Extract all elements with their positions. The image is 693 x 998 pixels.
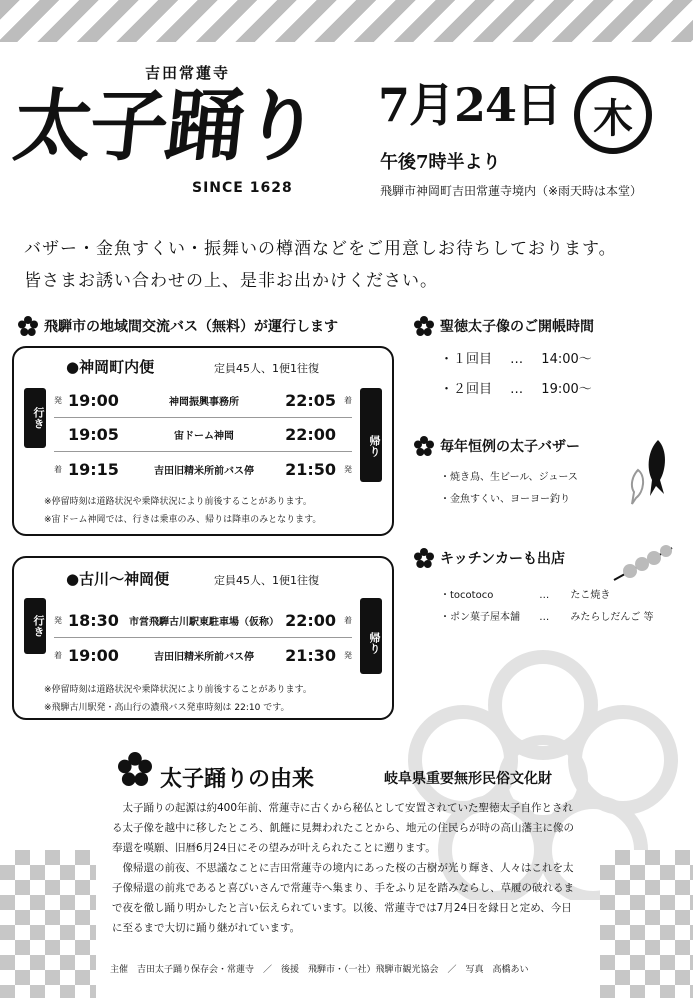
- mark-start: 発: [54, 616, 62, 625]
- departure-time: 19:00: [68, 645, 119, 665]
- route-1-note-2: ※宙ドーム神岡では、行きは乗車のみ、帰りは降車のみとなります。: [44, 515, 322, 525]
- kitchen-item: [440, 586, 610, 601]
- kitchen-section-heading: [414, 548, 565, 568]
- opening-item: [440, 348, 592, 367]
- vendor-name: ・ポン菓子屋本舗: [440, 612, 520, 623]
- going-tag: 行き: [24, 598, 46, 654]
- stop-name: 市営飛騨古川駅東駐車場（仮称）: [129, 617, 279, 628]
- route-1-note-1: ※停留時刻は道路状況や乗降状況により前後することがあります。: [44, 497, 312, 507]
- opening-section-heading: [414, 316, 594, 336]
- mark-end: 着: [344, 396, 352, 405]
- kitchen-item: [440, 608, 654, 623]
- return-time: 22:00: [285, 611, 336, 630]
- opening-heading-text: 聖徳太子像のご開帳時間: [440, 319, 594, 335]
- stop-name: 吉田旧精米所前バス停: [154, 465, 254, 477]
- return-tag: 帰り: [360, 598, 382, 674]
- origin-designation: 岐阜県重要無形民俗文化財: [384, 771, 552, 787]
- stop-name: 神岡振興事務所: [169, 397, 239, 408]
- route-2-note-1: ※停留時刻は道路状況や乗降状況により前後することがあります。: [44, 685, 312, 695]
- bazaar-item: ・焼き鳥、生ビール、ジュース: [440, 472, 578, 483]
- route-2-note-2: ※飛騨古川駅発・高山行の濃飛バス発車時刻は 22:10 です。: [44, 703, 290, 713]
- checker-pattern-right: [600, 850, 693, 998]
- opening-sep: …: [510, 382, 524, 397]
- opening-item: [440, 378, 592, 397]
- going-tag: 行き: [24, 388, 46, 448]
- mark-end: 発: [344, 464, 352, 474]
- stop-name: 宙ドーム神岡: [174, 431, 234, 442]
- event-venue: 飛騨市神岡町吉田常蓮寺境内（※雨天時は本堂）: [380, 184, 643, 198]
- schedule-row: [54, 604, 352, 638]
- vendor-item: たこ焼き: [570, 590, 611, 601]
- sakura-flower-icon: [414, 316, 434, 336]
- opening-label: ・２回目: [440, 382, 493, 397]
- opening-time: 14:00～: [541, 352, 592, 367]
- bus-section-heading: [18, 316, 338, 336]
- route-2-title: ●古川～神岡便: [66, 570, 170, 588]
- return-time: 21:50: [285, 459, 336, 479]
- intro-line-2: 皆さまお誘い合わせの上、是非お出かけください。: [24, 271, 438, 291]
- bazaar-heading-text: 毎年恒例の太子バザー: [440, 439, 580, 455]
- temple-label: 吉田常蓮寺: [145, 64, 231, 82]
- footer-credits: 主催 吉田太子踊り保存会・常蓮寺 ／ 後援 飛騨市・（一社）飛騨市観光協会 ／ 写真 高橋あい: [110, 965, 529, 975]
- origin-heading: 太子踊りの由来: [160, 767, 315, 792]
- schedule-row: [54, 418, 352, 452]
- dango-skewer-icon: [612, 544, 674, 582]
- bus-heading-text: 飛騨市の地域間交流バス（無料）が運行します: [44, 319, 338, 335]
- sakura-flower-icon: [414, 436, 434, 456]
- mark-end: 着: [344, 616, 352, 625]
- schedule-row: [54, 452, 352, 486]
- route-2-capacity: 定員45人、1便1往復: [214, 574, 319, 587]
- schedule-row: [54, 638, 352, 672]
- event-time: 午後7時半より: [380, 152, 501, 173]
- kitchen-heading-text: キッチンカーも出店: [440, 551, 566, 567]
- opening-sep: …: [510, 352, 524, 367]
- event-date: 7月24日: [378, 78, 562, 132]
- return-time: 22:00: [285, 425, 336, 444]
- intro-line-1: バザー・金魚すくい・振舞いの樽酒などをご用意しお待ちしております。: [24, 239, 617, 259]
- bazaar-section-heading: [414, 436, 580, 456]
- mark-start: 発: [54, 396, 62, 405]
- route-1-capacity: 定員45人、1便1往復: [214, 362, 319, 375]
- route-1-box: [12, 346, 394, 536]
- return-tag: 帰り: [360, 388, 382, 482]
- schedule-row: [54, 384, 352, 418]
- vendor-sep: …: [539, 590, 550, 601]
- day-of-week: 木: [593, 94, 633, 142]
- mark-start: 着: [54, 650, 62, 660]
- departure-time: 19:00: [68, 391, 119, 410]
- origin-paragraph-1: 太子踊りの起源は約400年前、常蓮寺に古くから秘仏として安置されていた聖徳太子自作とされる太子像を越中に移したところ、飢饉に見舞われたことから、地元の住民らが時の高山藩主に像の奉還を嘆願、旧暦6月24日にその望みが叶えられたことに遡ります。: [112, 802, 574, 854]
- vendor-sep: …: [539, 612, 550, 623]
- opening-label: ・１回目: [440, 352, 493, 367]
- goldfish-icon: [628, 436, 674, 506]
- sakura-flower-icon: [414, 548, 434, 568]
- event-title: 太子踊り: [9, 81, 323, 172]
- origin-body: [112, 798, 582, 938]
- origin-paragraph-2: 像帰還の前夜、不思議なことに吉田常蓮寺の境内にあった桜の古樹が光り輝き、人々はこれを太子像帰還の前兆であると喜びいさんで常蓮寺へ集まり、手をふり足を踏みならし、草履の破れるまで夜を徹し踊り明かしたと言い伝えられています。以後、常蓮寺では7月24日を縁日と定め、今日に至るまで大切に踊り継がれています。: [112, 862, 574, 934]
- opening-time: 19:00～: [541, 382, 592, 397]
- top-stripe-band: [0, 0, 693, 42]
- stop-name: 吉田旧精米所前バス停: [154, 651, 254, 663]
- bazaar-item: ・金魚すくい、ヨーヨー釣り: [440, 494, 570, 505]
- sakura-flower-icon: [118, 752, 152, 786]
- vendor-name: ・tocotoco: [440, 590, 494, 601]
- day-of-week-badge: [574, 76, 652, 154]
- mark-start: 着: [54, 464, 62, 474]
- departure-time: 18:30: [68, 611, 119, 630]
- departure-time: 19:05: [68, 425, 119, 444]
- vendor-item: みたらしだんご 等: [570, 612, 654, 623]
- route-2-box: [12, 556, 394, 720]
- return-time: 22:05: [285, 391, 336, 410]
- checker-pattern-left: [0, 850, 96, 998]
- mark-end: 発: [344, 650, 352, 660]
- route-1-title: ●神岡町内便: [66, 358, 155, 376]
- return-time: 21:30: [285, 645, 336, 665]
- sakura-flower-icon: [18, 316, 38, 336]
- since-label: SINCE 1628: [192, 180, 293, 196]
- departure-time: 19:15: [68, 459, 119, 479]
